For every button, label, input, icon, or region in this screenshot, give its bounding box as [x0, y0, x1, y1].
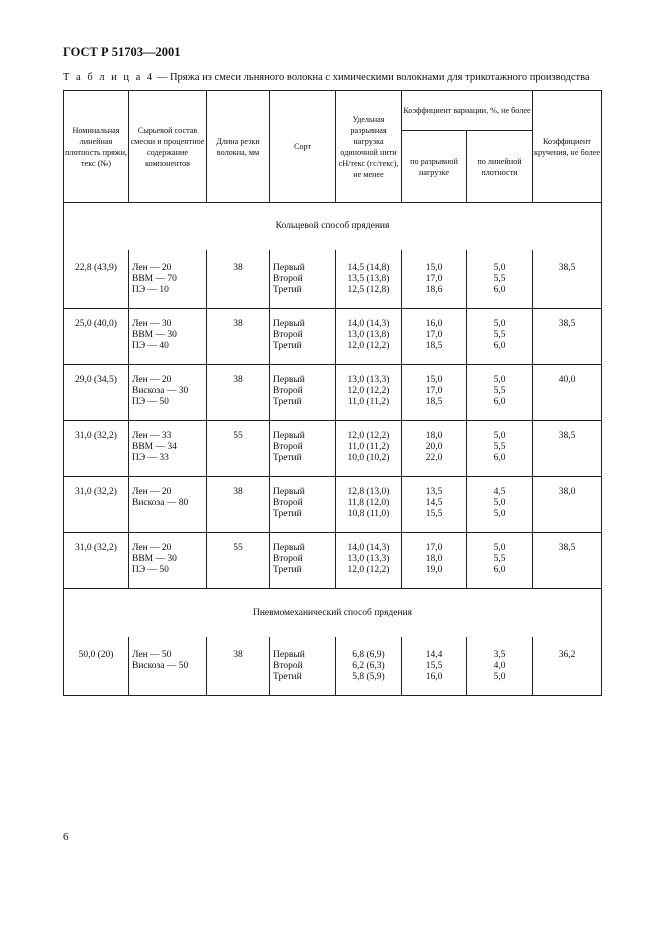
header-variation-density: по линейной плотности: [467, 131, 533, 203]
section-title: Пневмомеханический способ прядения: [64, 589, 602, 638]
cell-breaking-load-line: 13,0 (13,3): [347, 554, 390, 564]
table-caption-label: Т а б л и ц а 4: [63, 72, 155, 83]
cell-density: 31,0 (32,2): [64, 533, 129, 589]
cell-breaking-load-line: 11,8 (12,0): [347, 498, 390, 508]
cell-variation-load-line: 16,0: [425, 319, 443, 329]
cell-density: 31,0 (32,2): [64, 421, 129, 477]
cell-variation-load-line: 22,0: [425, 453, 443, 463]
cell-grade-line: Второй: [273, 386, 303, 396]
cell-cut-length: 38: [207, 309, 270, 365]
cell-composition-line: ПЭ — 10: [132, 285, 169, 295]
cell-variation-load-line: 15,0: [425, 375, 443, 385]
cell-grade-line: Третий: [273, 509, 302, 519]
section-title: Кольцевой способ прядения: [64, 203, 602, 251]
table-row: [64, 637, 602, 696]
cell-variation-density-line: 6,0: [493, 397, 506, 407]
cell-cut-length: 38: [207, 637, 270, 696]
cell-grade-line: Первый: [273, 263, 305, 273]
cell-breaking-load-line: 12,0 (12,2): [347, 386, 390, 396]
cell-density: 31,0 (32,2): [64, 477, 129, 533]
cell-twist: 36,2: [533, 637, 602, 696]
cell-composition: [129, 477, 207, 533]
cell-twist: 38,5: [533, 309, 602, 365]
cell-variation-density: [467, 365, 533, 421]
cell-composition: [129, 533, 207, 589]
cell-grade-line: Второй: [273, 442, 303, 452]
header-cut-length: Длина резки волокна, мм: [207, 91, 270, 203]
cell-composition: [129, 365, 207, 421]
cell-breaking-load: [336, 637, 402, 696]
cell-grade-line: Первый: [273, 431, 305, 441]
cell-twist: 38,5: [533, 533, 602, 589]
cell-variation-density: [467, 533, 533, 589]
cell-grade-line: Третий: [273, 672, 302, 682]
cell-grade-line: Третий: [273, 565, 302, 575]
table-caption: [63, 72, 603, 83]
cell-composition-line: ВВМ — 30: [132, 330, 177, 340]
cell-cut-length: 55: [207, 421, 270, 477]
cell-variation-density-line: 5,0: [493, 543, 506, 553]
cell-variation-load-line: 18,6: [425, 285, 443, 295]
cell-breaking-load: [336, 365, 402, 421]
cell-variation-load-line: 15,5: [425, 509, 443, 519]
cell-variation-load-line: 14,4: [425, 650, 443, 660]
cell-variation-load: [402, 477, 467, 533]
cell-grade-line: Третий: [273, 341, 302, 351]
cell-grade: [270, 309, 336, 365]
cell-breaking-load-line: 10,8 (11,0): [347, 509, 390, 519]
cell-variation-density-line: 5,0: [493, 319, 506, 329]
cell-variation-density: [467, 477, 533, 533]
cell-breaking-load: [336, 309, 402, 365]
cell-variation-density-line: 5,5: [493, 386, 506, 396]
document-code: ГОСТ Р 51703—2001: [63, 45, 181, 59]
table-row: [64, 533, 602, 589]
cell-breaking-load-line: 14,5 (14,8): [347, 263, 390, 273]
cell-composition-line: Лен — 30: [132, 319, 172, 329]
cell-grade-line: Второй: [273, 498, 303, 508]
cell-grade-line: Первый: [273, 319, 305, 329]
cell-breaking-load: [336, 477, 402, 533]
cell-variation-density-line: 5,0: [493, 263, 506, 273]
table-row: [64, 477, 602, 533]
cell-variation-load-line: 18,0: [425, 431, 443, 441]
cell-variation-density-line: 6,0: [493, 453, 506, 463]
cell-grade-line: Первый: [273, 487, 305, 497]
cell-variation-density-line: 3,5: [493, 650, 506, 660]
cell-composition-line: ПЭ — 50: [132, 397, 169, 407]
cell-composition: [129, 250, 207, 309]
cell-variation-load: [402, 365, 467, 421]
cell-twist: 40,0: [533, 365, 602, 421]
table-row: [64, 309, 602, 365]
table-caption-text: — Пряжа из смеси льняного волокна с химическими волокнами для трикотажного производства: [154, 72, 590, 83]
cell-variation-density-line: 4,5: [493, 487, 506, 497]
cell-variation-load: [402, 533, 467, 589]
cell-variation-density-line: 5,0: [493, 509, 506, 519]
cell-composition: [129, 637, 207, 696]
cell-variation-load-line: 16,0: [425, 672, 443, 682]
header-grade: Сорт: [270, 91, 336, 203]
cell-composition-line: ПЭ — 50: [132, 565, 169, 575]
cell-cut-length: 38: [207, 477, 270, 533]
header-twist: Коэффициент кручения, не более: [533, 91, 602, 203]
cell-composition: [129, 421, 207, 477]
cell-composition-line: ВВМ — 30: [132, 554, 177, 564]
cell-variation-load-line: 14,5: [425, 498, 443, 508]
cell-composition-line: Лен — 20: [132, 263, 172, 273]
cell-grade-line: Второй: [273, 661, 303, 671]
cell-grade: [270, 365, 336, 421]
cell-breaking-load-line: 5,8 (5,9): [352, 672, 385, 682]
cell-variation-density-line: 6,0: [493, 565, 506, 575]
header-variation: Коэффициент вариации, %, не более: [402, 91, 533, 131]
cell-variation-density-line: 5,0: [493, 431, 506, 441]
cell-variation-density-line: 5,5: [493, 442, 506, 452]
cell-variation-density: [467, 637, 533, 696]
cell-variation-density-line: 5,5: [493, 330, 506, 340]
cell-variation-load-line: 17,0: [425, 543, 443, 553]
cell-variation-density: [467, 421, 533, 477]
yarn-properties-table: [63, 90, 602, 696]
cell-twist: 38,0: [533, 477, 602, 533]
cell-variation-density-line: 4,0: [493, 661, 506, 671]
cell-grade-line: Первый: [273, 650, 305, 660]
cell-composition-line: ВВМ — 70: [132, 274, 177, 284]
cell-variation-load: [402, 309, 467, 365]
header-variation-load: по разрывной нагрузке: [402, 131, 467, 203]
cell-composition-line: Лен — 50: [132, 650, 172, 660]
cell-cut-length: 38: [207, 250, 270, 309]
header-breaking-load: Удельная разрывная нагрузка одиночной нити сН/текс (гс/текс), не менее: [336, 91, 402, 203]
cell-breaking-load-line: 13,0 (13,8): [347, 330, 390, 340]
cell-variation-load: [402, 421, 467, 477]
cell-breaking-load: [336, 421, 402, 477]
cell-breaking-load-line: 10,0 (10,2): [347, 453, 390, 463]
cell-density: 29,0 (34,5): [64, 365, 129, 421]
cell-breaking-load-line: 12,5 (12,8): [347, 285, 390, 295]
cell-grade-line: Первый: [273, 543, 305, 553]
cell-variation-density-line: 6,0: [493, 341, 506, 351]
cell-grade-line: Третий: [273, 453, 302, 463]
cell-variation-density: [467, 250, 533, 309]
cell-variation-density-line: 5,0: [493, 672, 506, 682]
cell-grade-line: Второй: [273, 554, 303, 564]
cell-composition-line: Лен — 20: [132, 487, 172, 497]
cell-cut-length: 38: [207, 365, 270, 421]
cell-breaking-load-line: 13,0 (13,3): [347, 375, 390, 385]
cell-grade: [270, 637, 336, 696]
cell-twist: 38,5: [533, 250, 602, 309]
cell-breaking-load-line: 12,0 (12,2): [347, 565, 390, 575]
cell-composition-line: ПЭ — 33: [132, 453, 169, 463]
cell-breaking-load-line: 11,0 (11,2): [347, 397, 390, 407]
cell-composition-line: Лен — 20: [132, 375, 172, 385]
cell-variation-density: [467, 309, 533, 365]
cell-cut-length: 55: [207, 533, 270, 589]
cell-twist: 38,5: [533, 421, 602, 477]
cell-composition-line: Вискоза — 50: [132, 661, 189, 671]
cell-variation-load-line: 18,5: [425, 397, 443, 407]
section-row: [64, 203, 602, 251]
cell-breaking-load-line: 13,5 (13,8): [347, 274, 390, 284]
cell-variation-load: [402, 250, 467, 309]
header-nominal-density: Номинальная линейная плотность пряжи, текс (№): [64, 91, 129, 203]
cell-variation-density-line: 5,0: [493, 375, 506, 385]
cell-breaking-load-line: 12,8 (13,0): [347, 487, 390, 497]
cell-density: 50,0 (20): [64, 637, 129, 696]
cell-breaking-load-line: 11,0 (11,2): [347, 442, 390, 452]
cell-grade: [270, 250, 336, 309]
cell-breaking-load-line: 12,0 (12,2): [347, 431, 390, 441]
cell-grade: [270, 421, 336, 477]
cell-variation-density-line: 5,5: [493, 554, 506, 564]
header-composition: Сырьевой состав смески и процентное содержание компонентов: [129, 91, 207, 203]
cell-variation-load-line: 17,0: [425, 386, 443, 396]
table-row: [64, 365, 602, 421]
cell-breaking-load-line: 6,8 (6,9): [352, 650, 385, 660]
cell-grade-line: Второй: [273, 330, 303, 340]
cell-density: 22,8 (43,9): [64, 250, 129, 309]
cell-variation-load-line: 17,0: [425, 274, 443, 284]
cell-breaking-load-line: 14,0 (14,3): [347, 543, 390, 553]
cell-variation-density-line: 6,0: [493, 285, 506, 295]
table-row: [64, 421, 602, 477]
cell-grade-line: Третий: [273, 397, 302, 407]
cell-composition-line: Вискоза — 80: [132, 498, 189, 508]
cell-breaking-load: [336, 250, 402, 309]
cell-variation-load-line: 19,0: [425, 565, 443, 575]
cell-variation-load-line: 15,0: [425, 263, 443, 273]
cell-composition-line: Лен — 20: [132, 543, 172, 553]
cell-grade-line: Первый: [273, 375, 305, 385]
cell-variation-load-line: 18,5: [425, 341, 443, 351]
cell-variation-load-line: 13,5: [425, 487, 443, 497]
cell-density: 25,0 (40,0): [64, 309, 129, 365]
cell-variation-density-line: 5,5: [493, 274, 506, 284]
cell-variation-density-line: 5,0: [493, 498, 506, 508]
cell-variation-load-line: 15,5: [425, 661, 443, 671]
cell-composition-line: ПЭ — 40: [132, 341, 169, 351]
cell-composition-line: Лен — 33: [132, 431, 172, 441]
cell-variation-load-line: 18,0: [425, 554, 443, 564]
cell-variation-load: [402, 637, 467, 696]
cell-breaking-load-line: 6,2 (6,3): [352, 661, 385, 671]
cell-variation-load-line: 20,0: [425, 442, 443, 452]
cell-grade: [270, 533, 336, 589]
cell-breaking-load-line: 14,0 (14,3): [347, 319, 390, 329]
cell-composition-line: ВВМ — 34: [132, 442, 177, 452]
cell-composition-line: Вискоза — 30: [132, 386, 189, 396]
table-row: [64, 250, 602, 309]
cell-variation-load-line: 17,0: [425, 330, 443, 340]
cell-breaking-load: [336, 533, 402, 589]
cell-grade-line: Второй: [273, 274, 303, 284]
cell-grade: [270, 477, 336, 533]
cell-breaking-load-line: 12,0 (12,2): [347, 341, 390, 351]
page-number: 6: [63, 831, 69, 843]
cell-grade-line: Третий: [273, 285, 302, 295]
cell-composition: [129, 309, 207, 365]
section-row: [64, 589, 602, 638]
